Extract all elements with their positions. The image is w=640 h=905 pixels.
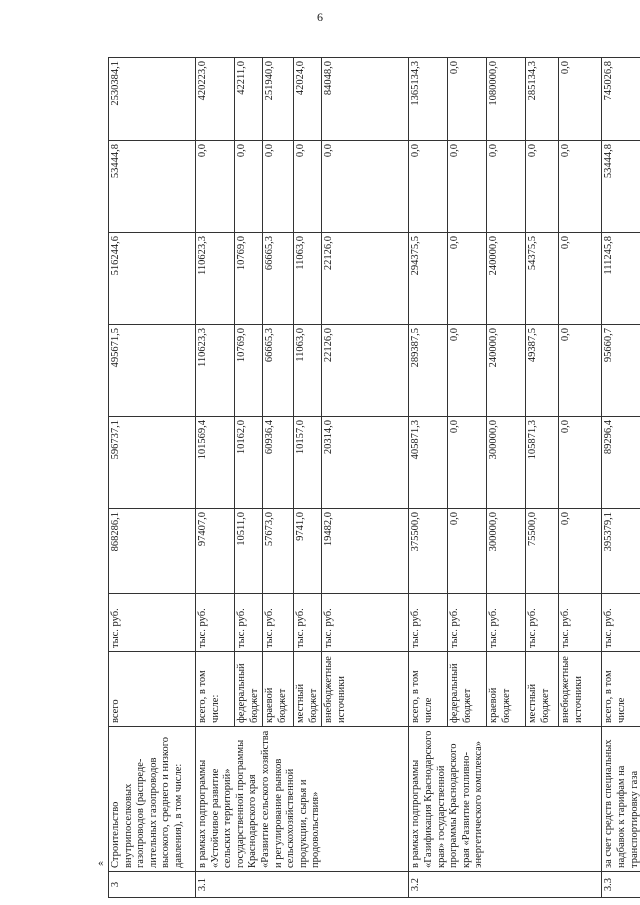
value-col1: 300000,0 [487,509,526,594]
value-col5: 0,0 [526,141,559,233]
value-col4: 110623,3 [196,233,235,325]
unit: тыс. руб. [196,594,235,652]
funding-source: краевой бюджет [263,652,294,727]
value-col5: 53444,8 [602,141,640,233]
value-col1: 395379,1 [602,509,640,594]
value-col5: 0,0 [196,141,235,233]
value-col5: 0,0 [487,141,526,233]
value-col1: 75500,0 [526,509,559,594]
value-col2: 89296,4 [602,417,640,509]
unit: тыс. руб. [409,594,448,652]
value-col3: 289387,5 [409,325,448,417]
value-total: 42024,0 [294,58,322,141]
value-col3: 66665,3 [263,325,294,417]
value-col2: 60936,4 [263,417,294,509]
value-col1: 375500,0 [409,509,448,594]
value-col2: 101569,4 [196,417,235,509]
value-total: 251940,0 [263,58,294,141]
value-col2: 20314,0 [322,417,409,509]
table-row [196,58,235,898]
value-col4: 294375,5 [409,233,448,325]
value-total: 420223,0 [196,58,235,141]
value-col3: 95660,7 [602,325,640,417]
value-col3: 495671,5 [109,325,196,417]
value-col1: 19482,0 [322,509,409,594]
value-col4: 22126,0 [322,233,409,325]
value-total: 0,0 [448,58,487,141]
value-col4: 0,0 [448,233,487,325]
value-total: 42211,0 [235,58,263,141]
funding-source: всего, в том числе: [196,652,235,727]
unit: тыс. руб. [235,594,263,652]
value-col3: 0,0 [448,325,487,417]
rotated-table-wrapper [108,58,640,898]
row-number: 3.1 [196,872,409,898]
value-total: 0,0 [559,58,602,141]
value-col2: 105871,3 [526,417,559,509]
unit: тыс. руб. [559,594,602,652]
value-total: 2530384,1 [109,58,196,141]
row-name: Строительство внутрипоселковых газопроводов (распреде-лительных газопроводов высокого, среднего и низкого давления), в том числе: [109,727,196,872]
value-col2: 596737,1 [109,417,196,509]
value-col3: 10769,0 [235,325,263,417]
funding-source: всего [109,652,196,727]
value-col5: 0,0 [263,141,294,233]
value-col3: 110623,3 [196,325,235,417]
funding-source: всего, в том числе [602,652,640,727]
value-col4: 11063,0 [294,233,322,325]
value-col5: 0,0 [294,141,322,233]
unit: тыс. руб. [294,594,322,652]
row-name: за счет средств специальных надбавок к тарифам на транспортировку газа [602,727,640,872]
value-col3: 240000,0 [487,325,526,417]
value-col4: 516244,6 [109,233,196,325]
row-number: 3 [109,872,196,898]
value-col4: 240000,0 [487,233,526,325]
value-col1: 97407,0 [196,509,235,594]
unit: тыс. руб. [263,594,294,652]
value-col2: 10162,0 [235,417,263,509]
value-col4: 0,0 [559,233,602,325]
value-col5: 0,0 [235,141,263,233]
row-name: в рамках подпрограммы «Устойчивое развитие сельских территорий» государственной программы Краснодарского края «Развитие сельского хозяйства и регулирование рынков сельскохозяйственной продукции, сырья и продовольствия» [196,727,409,872]
funding-source: местный бюджет [294,652,322,727]
table-row [109,58,196,898]
value-col3: 11063,0 [294,325,322,417]
value-total: 1365134,3 [409,58,448,141]
unit: тыс. руб. [487,594,526,652]
value-col4: 66665,3 [263,233,294,325]
value-col1: 10511,0 [235,509,263,594]
quote-mark: « [98,857,104,869]
unit: тыс. руб. [448,594,487,652]
value-col2: 405871,3 [409,417,448,509]
row-name: в рамках подпрограммы «Газификация Краснодарского края» государственной программы Краснодарского края «Развитие топливно-энергетического комплекса» [409,727,602,872]
row-number: 3.2 [409,872,602,898]
value-col4: 111245,8 [602,233,640,325]
table-row [602,58,640,898]
value-col1: 9741,0 [294,509,322,594]
value-col5: 0,0 [409,141,448,233]
page-number: 6 [317,10,323,24]
unit: тыс. руб. [526,594,559,652]
value-col5: 0,0 [559,141,602,233]
value-col5: 0,0 [322,141,409,233]
value-col1: 0,0 [448,509,487,594]
value-col5: 53444,8 [109,141,196,233]
budget-table [108,57,640,898]
funding-source: местный бюджет [526,652,559,727]
unit: тыс. руб. [602,594,640,652]
value-col3: 49387,5 [526,325,559,417]
value-col2: 0,0 [448,417,487,509]
value-col2: 0,0 [559,417,602,509]
value-col2: 10157,0 [294,417,322,509]
funding-source: краевой бюджет [487,652,526,727]
funding-source: всего, в том числе [409,652,448,727]
unit: тыс. руб. [109,594,196,652]
value-col4: 54375,5 [526,233,559,325]
value-total: 84048,0 [322,58,409,141]
funding-source: внебюджетные источники [322,652,409,727]
value-col1: 0,0 [559,509,602,594]
value-col1: 57673,0 [263,509,294,594]
unit: тыс. руб. [322,594,409,652]
value-col3: 22126,0 [322,325,409,417]
funding-source: внебюджетные источники [559,652,602,727]
value-col1: 868286,1 [109,509,196,594]
funding-source: федеральный бюджет [448,652,487,727]
value-col4: 10769,0 [235,233,263,325]
row-number: 3.3 [602,872,640,898]
funding-source: федеральный бюджет [235,652,263,727]
value-total: 1080000,0 [487,58,526,141]
value-total: 285134,3 [526,58,559,141]
value-col3: 0,0 [559,325,602,417]
value-total: 745026,8 [602,58,640,141]
table-row [409,58,448,898]
value-col5: 0,0 [448,141,487,233]
value-col2: 300000,0 [487,417,526,509]
